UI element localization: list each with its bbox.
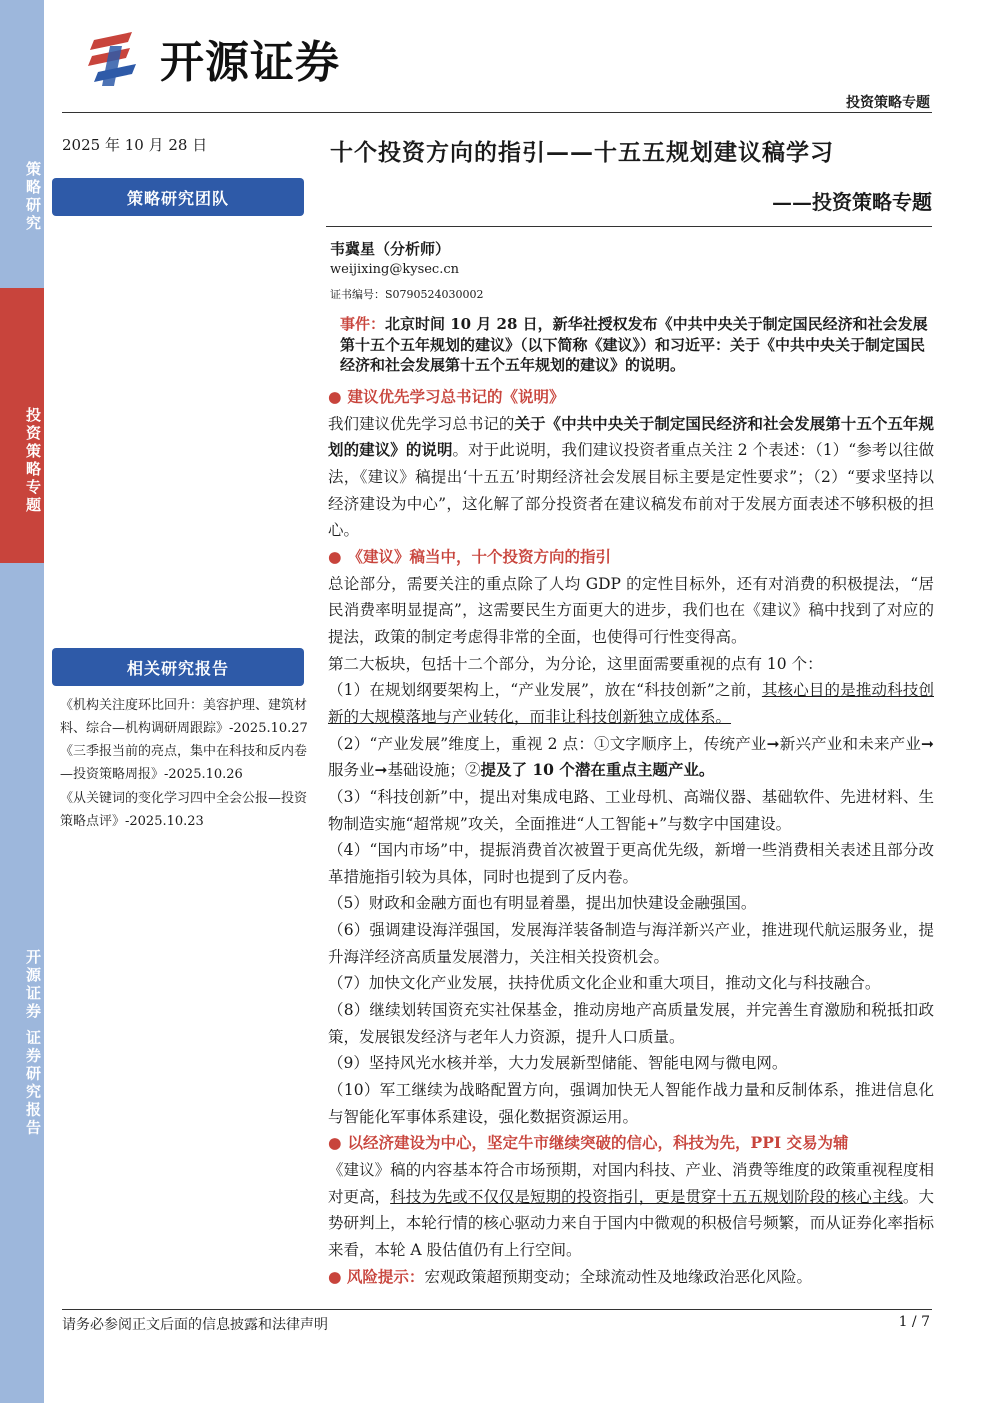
certificate-number: 证书编号：S0790524030002	[330, 288, 484, 301]
event-label: 事件：	[340, 315, 386, 333]
footer-divider	[62, 1309, 932, 1310]
report-title: 十个投资方向的指引——十五五规划建议稿学习	[330, 139, 834, 166]
text-run: 《建议》稿的内容基本符合市场预期，对国内科技、产业、消费等维度的政策重视程度相对更高，	[328, 1161, 934, 1206]
logo-text: 开源证券	[160, 37, 340, 88]
report-subtitle: ——投资策略专题	[772, 190, 932, 214]
section-heading-text: 建议优先学习总书记的《说明》	[347, 387, 565, 406]
title-divider	[326, 226, 932, 227]
paragraph	[328, 411, 934, 544]
text-run: 。对于此说明，我们建议投资者重点关注 2 个表述：（1）“参考以往做法，《建议》稿提出‘十五五’时期经济社会发展目标主要是定性要求”；（2）“要求坚持以经济建设为中心”，这化解了部分投资者在建议稿发布前对于发展方面表述不够积极的担心。	[328, 441, 934, 540]
team-label: 策略研究团队	[52, 178, 304, 216]
text-run: （2）“产业发展”维度上，重视 2 点：①文字顺序上，传统产业➞新兴产业和未来产业➞服务业➞基础设施；②	[328, 734, 934, 780]
logo-mark-icon	[88, 26, 152, 90]
section-heading-text: 以经济建设为中心，坚定牛市继续突破的信心，科技为先，PPI 交易为辅	[347, 1133, 849, 1153]
risk-label: 风险提示：	[346, 1266, 425, 1286]
author-email[interactable]: weijixing@kysec.cn	[330, 262, 460, 277]
section-heading-text: 《建议》稿当中，十个投资方向的指引	[347, 546, 612, 566]
side-strip-label-topic: 投资策略专题	[0, 288, 44, 563]
company-logo	[88, 26, 340, 90]
bullet-icon: ●	[328, 546, 342, 566]
report-date: 2025 年 10 月 28 日	[62, 136, 208, 154]
risk-text: 宏观政策超预期变动；全球流动性及地缘政治恶化风险。	[424, 1267, 812, 1286]
related-reports-list	[60, 694, 312, 833]
footer-disclaimer: 请务必参阅正文后面的信息披露和法律声明	[62, 1317, 328, 1333]
list-item: （4）“国内市场”中，提振消费首次被置于更高优先级，新增一些消费相关表述且部分改革措施指引较为具体，同时也提到了反内卷。	[328, 841, 934, 886]
list-item: （9）坚持风光水核并举，大力发展新型储能、智能电网与微电网。	[328, 1054, 788, 1073]
event-summary	[340, 314, 934, 376]
list-item: （10）军工继续为战略配置方向，强调加快无人智能作战力量和反制体系，推进信息化与智能化军事体系建设，强化数据资源运用。	[328, 1081, 934, 1126]
side-strip-label-strategy: 策略研究	[0, 98, 44, 288]
text-run: （1）在规划纲要架构上，“产业发展”，放在“科技创新”之前，	[328, 681, 762, 700]
list-item: （8）继续划转国资充实社保基金，推动房地产高质量发展，并完善生育激励和税抵扣政策，发展银发经济与老年人力资源，提升人口质量。	[328, 1001, 934, 1046]
report-body	[328, 384, 934, 1290]
header-divider	[62, 112, 932, 113]
section-heading	[328, 1130, 934, 1157]
list-item: （3）“科技创新”中，提出对集成电路、工业母机、高端仪器、基础软件、先进材料、生物制造实施“超常规”攻关，全面推进“人工智能+”与数字中国建设。	[328, 787, 934, 833]
section-heading	[328, 544, 934, 571]
bullet-icon: ●	[328, 1266, 347, 1286]
related-report-item[interactable]: 《三季报当前的亮点，集中在科技和反内卷—投资策略周报》-2025.10.26	[60, 744, 308, 783]
related-reports-label: 相关研究报告	[52, 648, 304, 686]
list-item: （6）强调建设海洋强国，发展海洋装备制造与海洋新兴产业，推进现代航运服务业，提升海洋经济高质量发展潜力，关注相关投资机会。	[328, 921, 934, 966]
text-run-bold: 提及了 10 个潜在重点主题产业。	[480, 760, 715, 780]
section-heading	[328, 384, 934, 411]
related-report-item[interactable]: 《机构关注度环比回升：美容护理、建筑材料、综合—机构调研周跟踪》-2025.10.27	[60, 698, 308, 737]
list-item: （7）加快文化产业发展，扶持优质文化企业和重大项目，推动文化与科技融合。	[328, 974, 881, 993]
event-text: 北京时间 10 月 28 日，新华社授权发布《中共中央关于制定国民经济和社会发展第十五个五年规划的建议》（以下简称《建议》）和习近平：关于《中共中央关于制定国民经济和社会发展第十五个五年规划的建议》的说明。	[340, 315, 928, 375]
bullet-icon: ●	[328, 387, 342, 406]
list-item: （5）财政和金融方面也有明显着墨，提出加快建设金融强国。	[328, 894, 757, 913]
list-item	[328, 731, 934, 784]
list-item	[328, 677, 934, 730]
side-strip-label-report: 开源证券 证券研究报告	[0, 563, 44, 1403]
text-run: 我们建议优先学习总书记的	[328, 414, 515, 433]
bullet-icon: ●	[328, 1133, 342, 1153]
text-run: 。大势研判上，本轮行情的核心驱动力来自于国内中微观的积极信号频繁，而从证券化率指标来看，本轮 A 股估值仍有上行空间。	[328, 1187, 934, 1259]
related-report-item[interactable]: 《从关键词的变化学习四中全会公报—投资策略点评》-2025.10.23	[60, 790, 308, 829]
text-run-bold: 关于《中共中央关于制定国民经济和社会发展第十五个五年规划的建议》的说明	[328, 413, 934, 460]
text-run-underline: 科技为先或不仅仅是短期的投资指引，更是贯穿十五五规划阶段的核心主线	[390, 1187, 903, 1206]
paragraph: 总论部分，需要关注的重点除了人均 GDP 的定性目标外，还有对消费的积极提法，“居民消费率明显提高”，这需要民生方面更大的进步，我们也在《建议》稿中找到了对应的提法，政策的制定考虑得非常的全面，也使得可行性变得高。	[328, 574, 934, 646]
risk-notice	[328, 1264, 934, 1291]
page-number: 1 / 7	[898, 1314, 930, 1330]
paragraph	[328, 1157, 934, 1264]
text-run-underline: 其核心目的是推动科技创新的大规模落地与产业转化，而非让科技创新独立成体系。	[328, 681, 934, 726]
paragraph: 第二大板块，包括十二个部分，为分论，这里面需要重视的点有 10 个：	[328, 654, 823, 673]
header-tag: 投资策略专题	[846, 95, 930, 111]
author-name: 韦冀星（分析师）	[330, 240, 451, 258]
